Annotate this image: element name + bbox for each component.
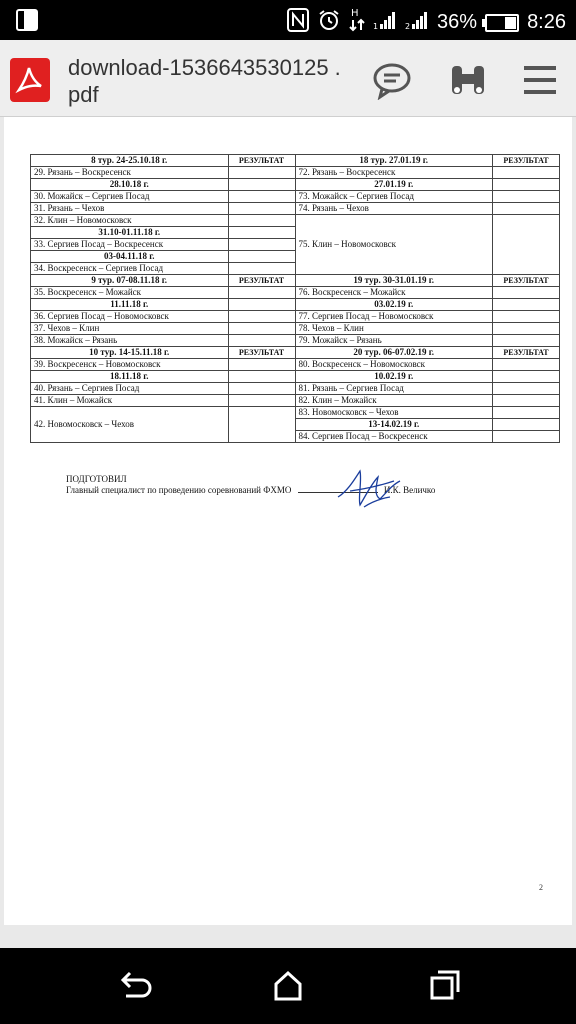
signal-sim2-icon — [405, 10, 429, 35]
match-cell: 74. Рязань – Чехов — [295, 203, 493, 215]
match-cell: 84. Сергиев Посад – Воскресенск — [295, 431, 493, 443]
svg-text:H: H — [351, 8, 359, 19]
date-header: 18.11.18 г. — [31, 371, 229, 383]
app-toolbar — [0, 40, 576, 117]
find-button[interactable] — [448, 60, 488, 100]
result-header: РЕЗУЛЬТАТ — [493, 275, 560, 287]
status-bar — [0, 0, 576, 40]
match-cell: 32. Клин – Новомосковск — [31, 215, 229, 227]
match-cell: 40. Рязань – Сергиев Посад — [31, 383, 229, 395]
match-cell: 76. Воскресенск – Можайск — [295, 287, 493, 299]
binoculars-icon — [448, 60, 488, 100]
navigation-bar — [0, 948, 576, 1024]
alarm-icon — [317, 8, 341, 37]
file-name-title: download-1536643530125 .pdf — [68, 55, 341, 107]
recent-apps-icon — [424, 968, 464, 1004]
menu-button[interactable] — [520, 60, 560, 100]
recent-apps-button[interactable] — [424, 968, 464, 1004]
match-cell: 38. Можайск – Рязань — [31, 335, 229, 347]
match-cell: 42. Новомосковск – Чехов — [31, 407, 229, 443]
match-cell: 72. Рязань – Воскресенск — [295, 167, 493, 179]
date-header: 10.02.19 г. — [295, 371, 493, 383]
match-cell: 31. Рязань – Чехов — [31, 203, 229, 215]
screen-mirror-icon — [16, 8, 38, 37]
match-cell: 29. Рязань – Воскресенск — [31, 167, 229, 179]
match-cell: 79. Можайск – Рязань — [295, 335, 493, 347]
round-header: 9 тур. 07-08.11.18 г. — [31, 275, 229, 287]
round-header: 8 тур. 24-25.10.18 г. — [31, 155, 229, 167]
position-text: Главный специалист по проведению соревнований ФХМО — [66, 485, 292, 495]
round-header: 10 тур. 14-15.11.18 г. — [31, 347, 229, 359]
nfc-icon — [287, 8, 309, 37]
comment-icon — [372, 60, 412, 100]
result-header: РЕЗУЛЬТАТ — [493, 347, 560, 359]
date-header: 28.10.18 г. — [31, 179, 229, 191]
date-header: 31.10-01.11.18 г. — [31, 227, 229, 239]
svg-text:1: 1 — [373, 22, 379, 30]
handwritten-signature — [334, 467, 404, 512]
date-header: 13-14.02.19 г. — [295, 419, 493, 431]
date-header: 03-04.11.18 г. — [31, 251, 229, 263]
battery-percent: 36% — [437, 11, 478, 33]
match-cell: 33. Сергиев Посад – Воскресенск — [31, 239, 229, 251]
signatory-name: И.К. Величко — [383, 485, 436, 495]
pdf-page — [4, 137, 572, 925]
hamburger-menu-icon — [520, 60, 560, 100]
match-cell: 78. Чехов – Клин — [295, 323, 493, 335]
schedule-table — [30, 154, 560, 443]
match-cell: 82. Клин – Можайск — [295, 395, 493, 407]
data-transfer-icon — [349, 6, 365, 39]
match-cell: 30. Можайск – Сергиев Посад — [31, 191, 229, 203]
home-button[interactable] — [268, 968, 308, 1004]
result-header: РЕЗУЛЬТАТ — [228, 275, 295, 287]
signal-sim1-icon — [373, 10, 397, 35]
match-cell: 41. Клин – Можайск — [31, 395, 229, 407]
clock: 8:26 — [527, 11, 566, 33]
pdf-viewer[interactable] — [0, 117, 576, 948]
pdf-app-icon — [10, 58, 50, 102]
date-header: 27.01.19 г. — [295, 179, 493, 191]
prepared-label: ПОДГОТОВИЛ — [66, 474, 127, 484]
round-header: 19 тур. 30-31.01.19 г. — [295, 275, 493, 287]
round-header: 20 тур. 06-07.02.19 г. — [295, 347, 493, 359]
match-cell: 34. Воскресенск – Сергиев Посад — [31, 263, 229, 275]
battery-icon — [485, 14, 519, 32]
match-cell: 75. Клин – Новомосковск — [295, 215, 493, 275]
match-cell: 77. Сергиев Посад – Новомосковск — [295, 311, 493, 323]
date-header: 11.11.18 г. — [31, 299, 229, 311]
svg-text:2: 2 — [405, 22, 411, 30]
match-cell: 36. Сергиев Посад – Новомосковск — [31, 311, 229, 323]
home-icon — [268, 968, 308, 1004]
round-header: 18 тур. 27.01.19 г. — [295, 155, 493, 167]
comment-button[interactable] — [372, 60, 412, 100]
result-header: РЕЗУЛЬТАТ — [493, 155, 560, 167]
match-cell: 39. Воскресенск – Новомосковск — [31, 359, 229, 371]
result-header: РЕЗУЛЬТАТ — [228, 347, 295, 359]
date-header: 03.02.19 г. — [295, 299, 493, 311]
back-button[interactable] — [116, 968, 156, 1004]
page-number: 2 — [539, 883, 543, 892]
result-header: РЕЗУЛЬТАТ — [228, 155, 295, 167]
match-cell: 73. Можайск – Сергиев Посад — [295, 191, 493, 203]
back-arrow-icon — [116, 968, 156, 1004]
match-cell: 81. Рязань – Сергиев Посад — [295, 383, 493, 395]
match-cell: 35. Воскресенск – Можайск — [31, 287, 229, 299]
match-cell: 80. Воскресенск – Новомосковск — [295, 359, 493, 371]
match-cell: 37. Чехов – Клин — [31, 323, 229, 335]
match-cell: 83. Новомосковск – Чехов — [295, 407, 493, 419]
